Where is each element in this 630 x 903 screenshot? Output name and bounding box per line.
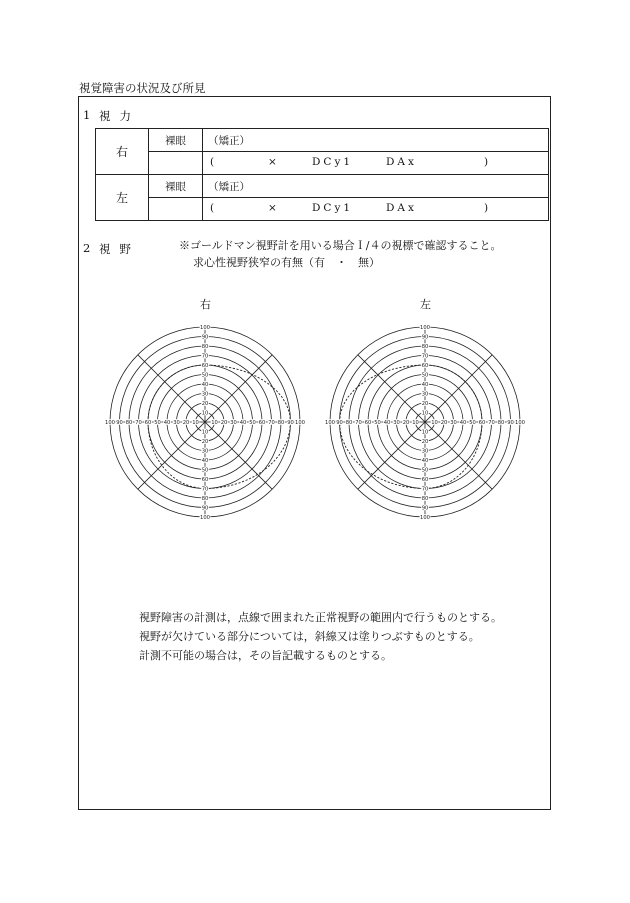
tick-label-20: 20 [421,400,429,407]
tick-label-10: 10 [412,419,419,426]
tick-label-20: 20 [201,400,209,407]
tick-label-30: 30 [201,391,209,398]
tick-label-70: 70 [421,486,429,493]
tick-label-90: 90 [201,505,209,512]
tick-label-50: 50 [421,372,429,379]
tick-label-20: 20 [402,419,410,426]
left-corrected-label: （矯正） [203,175,549,198]
remark-line-2: 視野が欠けている部分については，斜線又は塗りつぶすものとする。 [139,630,480,643]
tick-label-60: 60 [421,476,429,483]
right-eye-label: 右 [96,129,149,175]
right-corrected-label: （矯正） [203,129,549,152]
section1-number: 1 [83,108,91,122]
tick-label-40: 40 [421,381,429,388]
tick-label-80: 80 [497,419,505,426]
tick-label-70: 70 [201,353,209,360]
tick-label-50: 50 [469,419,476,426]
tick-label-80: 80 [125,419,133,426]
left-naked-label: 裸眼 [149,175,203,198]
tick-label-60: 60 [201,476,209,483]
tick-label-70: 70 [201,486,209,493]
tick-label-90: 90 [201,334,209,341]
times-sign: × [268,202,277,214]
paren-open: ( [210,156,215,168]
tick-label-60: 60 [478,419,486,426]
tick-label-60: 60 [258,419,266,426]
tick-label-90: 90 [336,419,343,426]
tick-label-30: 30 [173,419,180,426]
tick-label-40: 40 [163,419,171,426]
tick-label-60: 60 [421,362,429,369]
tick-label-70: 70 [421,353,429,360]
left-chart-title: 左 [420,298,431,311]
tick-label-90: 90 [116,419,123,426]
right-visual-field-chart[interactable] [105,319,305,525]
section1-title: 視力 [99,109,140,123]
left-corrected-value[interactable] [203,198,549,221]
tick-label-10: 10 [201,429,209,436]
tick-label-40: 40 [239,419,247,426]
right-naked-label: 裸眼 [149,129,203,152]
dcyl-label: DCy1 [312,156,354,168]
tick-label-20: 20 [220,419,228,426]
page-heading: 視覚障害の状況及び所見 [79,81,206,95]
tick-label-30: 30 [393,419,400,426]
tick-label-70: 70 [268,419,275,426]
tick-label-40: 40 [383,419,391,426]
tick-label-40: 40 [421,457,429,464]
tick-label-90: 90 [287,419,294,426]
tick-label-100: 100 [105,419,115,426]
remark-line-1: 視野障害の計測は，点線で囲まれた正常視野の範囲内で行うものとする。 [139,611,502,624]
tick-label-10: 10 [421,429,429,436]
tick-label-70: 70 [355,419,362,426]
tick-label-100: 100 [515,419,525,426]
remark-line-3: 計測不可能の場合は，その旨記載するものとする。 [139,649,392,662]
tick-label-100: 100 [295,419,305,426]
normal-field-boundary [340,362,483,489]
tick-label-100: 100 [200,324,210,331]
tick-label-50: 50 [154,419,161,426]
tick-label-90: 90 [421,334,429,341]
times-sign: × [268,156,277,168]
dcyl-label: DCy1 [312,202,354,214]
tick-label-80: 80 [277,419,285,426]
tick-label-20: 20 [201,438,209,445]
paren-close: ) [484,202,489,214]
tick-label-90: 90 [421,505,429,512]
section2-number: 2 [83,241,91,255]
goldmann-note: ※ゴールドマン視野計を用いる場合Ｉ/４の視標で確認すること。 [179,239,502,252]
tick-label-80: 80 [201,495,209,502]
section2-title: 視野 [99,242,140,256]
tick-label-50: 50 [421,467,429,474]
tick-label-50: 50 [201,467,209,474]
tick-label-80: 80 [201,343,209,350]
tick-label-80: 80 [421,343,429,350]
tick-label-20: 20 [440,419,448,426]
tick-label-80: 80 [345,419,353,426]
tick-label-100: 100 [200,514,210,521]
left-visual-field-chart[interactable] [325,319,525,525]
tick-label-50: 50 [201,372,209,379]
tick-label-60: 60 [364,419,372,426]
tick-label-20: 20 [421,438,429,445]
tick-label-40: 40 [201,381,209,388]
visual-acuity-table [95,128,549,221]
tick-label-60: 60 [201,362,209,369]
tick-label-30: 30 [201,448,209,455]
findings-frame [78,96,551,810]
tick-label-10: 10 [201,410,209,417]
tick-label-50: 50 [249,419,256,426]
tick-label-20: 20 [182,419,190,426]
concentric-constriction-note: 求心性視野狭窄の有無（有 ・ 無） [193,256,380,269]
tick-label-10: 10 [431,419,438,426]
left-eye-label: 左 [96,175,149,221]
tick-label-10: 10 [211,419,218,426]
left-naked-value[interactable] [149,198,203,221]
tick-label-30: 30 [450,419,457,426]
tick-label-40: 40 [201,457,209,464]
tick-label-80: 80 [421,495,429,502]
tick-label-50: 50 [374,419,381,426]
tick-label-30: 30 [230,419,237,426]
normal-field-boundary [148,362,291,489]
tick-label-70: 70 [488,419,495,426]
tick-label-30: 30 [421,391,429,398]
dax-label: DAx [386,202,417,214]
right-corrected-value[interactable] [203,152,549,175]
tick-label-10: 10 [192,419,199,426]
tick-label-30: 30 [421,448,429,455]
tick-label-100: 100 [420,324,430,331]
dax-label: DAx [386,156,417,168]
tick-label-10: 10 [421,410,429,417]
paren-open: ( [210,202,215,214]
right-naked-value[interactable] [149,152,203,175]
tick-label-70: 70 [135,419,142,426]
tick-label-100: 100 [420,514,430,521]
paren-close: ) [484,156,489,168]
right-chart-title: 右 [200,298,211,311]
tick-label-60: 60 [144,419,152,426]
tick-label-90: 90 [507,419,514,426]
tick-label-100: 100 [325,419,335,426]
tick-label-40: 40 [459,419,467,426]
